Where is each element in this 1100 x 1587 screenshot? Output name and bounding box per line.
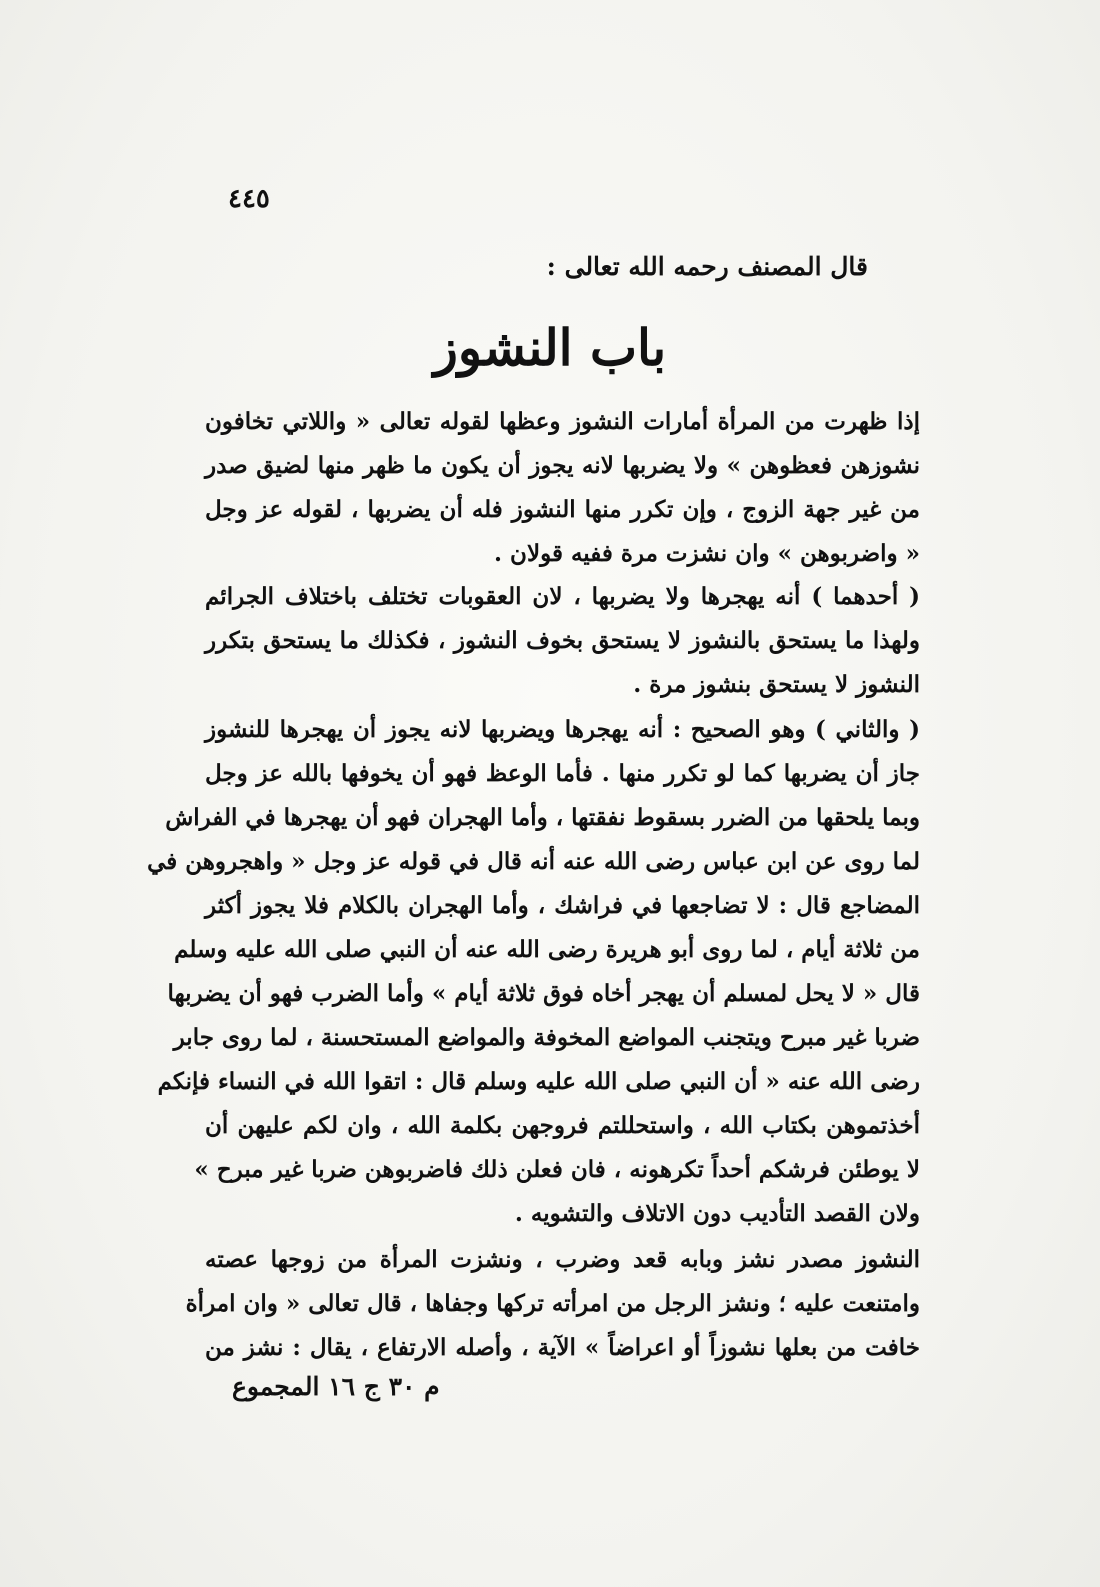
author-intro-line: قال المصنف رحمه الله تعالى :	[546, 252, 868, 281]
text-line: وامتنعت عليه ؛ ونشز الرجل من امرأته تركها وجفاها ، قال تعالى « وان امرأة	[185, 1290, 920, 1317]
paragraph-3	[147, 708, 920, 1236]
text-line: النشوز لا يستحق بنشوز مرة .	[633, 671, 920, 698]
text-line: وبما يلحقها من الضرر بسقوط نفقتها ، وأما الهجران فهو أن يهجرها في الفراش	[165, 804, 920, 831]
chapter-title: باب النشوز	[433, 318, 667, 377]
paragraph-4	[185, 1238, 920, 1370]
text-line: ولهذا ما يستحق بالنشوز لا يستحق بخوف النشوز ، فكذلك ما يستحق بتكرر	[205, 627, 920, 654]
text-line: « واضربوهن » وان نشزت مرة ففيه قولان .	[494, 540, 920, 567]
paragraph-1	[205, 400, 920, 576]
text-line: ( والثاني ) وهو الصحيح : أنه يهجرها ويضربها لانه يجوز أن يهجرها للنشوز	[205, 716, 920, 743]
text-line: أخذتموهن بكتاب الله ، واستحللتم فروجهن بكلمة الله ، وان لكم عليهن أن	[205, 1112, 920, 1139]
text-line: النشوز مصدر نشز وبابه قعد وضرب ، ونشزت المرأة من زوجها عصته	[205, 1246, 920, 1273]
text-line: لما روى عن ابن عباس رضى الله عنه أنه قال في قوله عز وجل « واهجروهن في	[147, 848, 920, 875]
text-line: جاز أن يضربها كما لو تكرر منها . فأما الوعظ فهو أن يخوفها بالله عز وجل	[205, 760, 920, 787]
text-line: ( أحدهما ) أنه يهجرها ولا يضربها ، لان العقوبات تختلف باختلاف الجرائم	[205, 583, 920, 610]
text-line: إذا ظهرت من المرأة أمارات النشوز وعظها لقوله تعالى « واللاتي تخافون	[205, 408, 920, 435]
text-line: المضاجع قال : لا تضاجعها في فراشك ، وأما الهجران بالكلام فلا يجوز أكثر	[205, 892, 920, 919]
text-line: من ثلاثة أيام ، لما روى أبو هريرة رضى الله عنه أن النبي صلى الله عليه وسلم	[174, 936, 920, 963]
text-line: خافت من بعلها نشوزاً أو اعراضاً » الآية ، وأصله الارتفاع ، يقال : نشز من	[205, 1334, 920, 1361]
text-line: نشوزهن فعظوهن » ولا يضربها لانه يجوز أن يكون ما ظهر منها لضيق صدر	[205, 452, 920, 479]
text-line: من غير جهة الزوج ، وإن تكرر منها النشوز فله أن يضربها ، لقوله عز وجل	[205, 496, 920, 523]
paragraph-2	[205, 575, 920, 707]
text-line: ضربا غير مبرح ويتجنب المواضع المخوفة والمواضع المستحسنة ، لما روى جابر	[173, 1024, 920, 1051]
text-line: رضى الله عنه « أن النبي صلى الله عليه وسلم قال : اتقوا الله في النساء فإنكم	[157, 1068, 920, 1095]
text-line: ولان القصد التأديب دون الاتلاف والتشويه .	[514, 1200, 920, 1227]
page-number: ٤٤٥	[228, 184, 270, 214]
text-line: قال « لا يحل لمسلم أن يهجر أخاه فوق ثلاثة أيام » وأما الضرب فهو أن يضربها	[167, 980, 920, 1007]
text-line: لا يوطئن فرشكم أحداً تكرهونه ، فان فعلن ذلك فاضربوهن ضربا غير مبرح »	[194, 1156, 920, 1183]
volume-signature: م ٣٠ ج ١٦ المجموع	[232, 1372, 440, 1401]
